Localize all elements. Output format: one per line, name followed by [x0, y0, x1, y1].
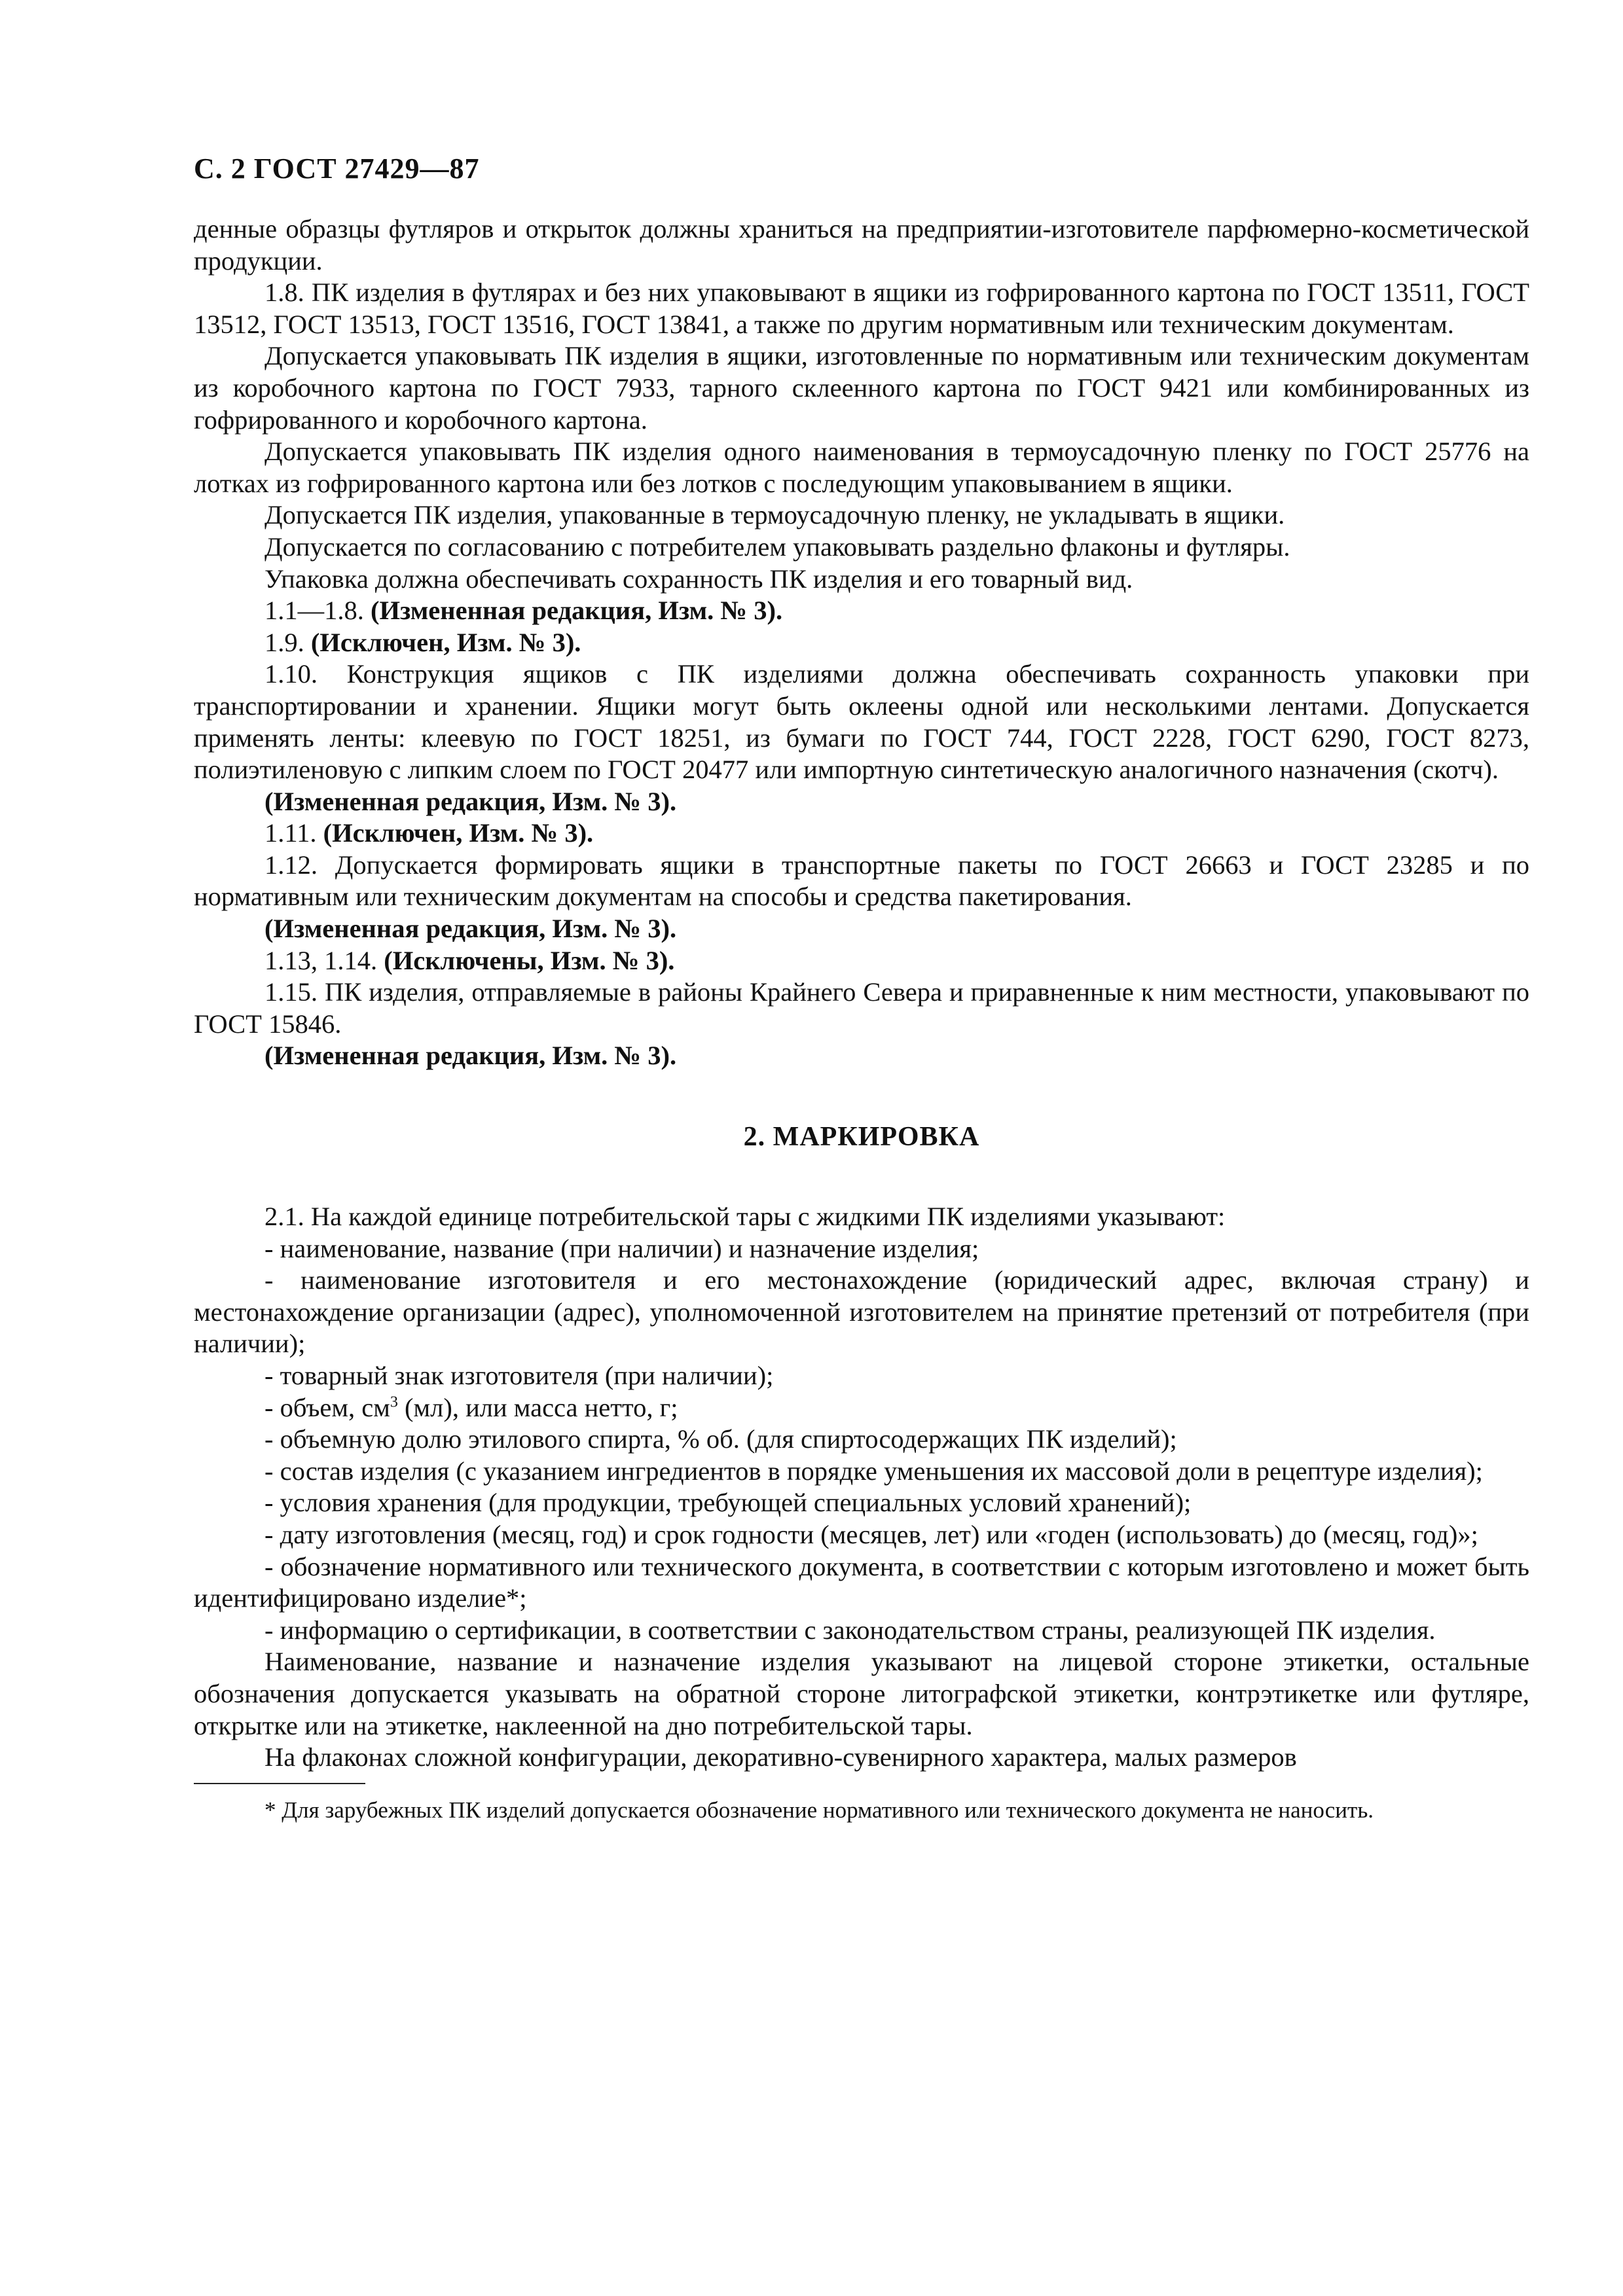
list-item-certification: - информацию о сертификации, в соответствии с законодательством страны, реализующей ПК изделия.	[264, 1615, 1436, 1645]
amendment-note: (Измененная редакция, Изм. № 3).	[371, 596, 783, 626]
list-item-document: - обозначение нормативного или технического документа, в соответствии с которым изготовлено и может быть идентифицировано изделие*;	[194, 1551, 1529, 1613]
document-page	[194, 152, 1529, 1825]
paragraph-2-1: 2.1. На каждой единице потребительской тары с жидкими ПК изделиями указывают:	[264, 1202, 1226, 1232]
list-item-volume	[194, 1392, 1529, 1424]
clause-number: 1.11.	[264, 818, 317, 848]
list-item-storage: - условия хранения (для продукции, требующей специальных условий хранений);	[264, 1488, 1192, 1518]
section-title-marking: 2. МАРКИРОВКА	[743, 1122, 980, 1153]
paragraph-allow-film: Допускается упаковывать ПК изделия одного наименования в термоусадочную пленку по ГОСТ 25776 на лотках из гофрированного картона или без лотков с последующим упаковыванием в ящики.	[194, 437, 1529, 498]
clause-number: 1.13, 1.14.	[264, 945, 378, 975]
footnote-divider	[194, 1783, 365, 1784]
clause-number: 1.1—1.8.	[264, 596, 364, 626]
section-1-body	[194, 213, 1529, 1072]
amendment-note: (Исключен, Изм. № 3).	[310, 627, 581, 657]
paragraph-allow-separate: Допускается по согласованию с потребителем упаковывать раздельно флаконы и футляры.	[264, 531, 1290, 562]
list-item-composition: - состав изделия (с указанием ингредиентов в порядке уменьшения их массовой доли в рецептуре изделия);	[264, 1456, 1483, 1486]
amendment-note: (Измененная редакция, Изм. № 3).	[264, 914, 677, 944]
paragraph-1-12: 1.12. Допускается формировать ящики в транспортные пакеты по ГОСТ 26663 и ГОСТ 23285 и по нормативным или техническим документам на способы и средства пакетирования.	[194, 850, 1529, 912]
list-item-date: - дату изготовления (месяц, год) и срок годности (месяцев, лет) или «годен (использовать) до (месяц, год)»;	[264, 1519, 1478, 1549]
paragraph-label-face: Наименование, название и назначение изделия указывают на лицевой стороне этикетки, остальные обозначения допускается указывать на обратной стороне литографской этикетки, контрэтикетке или футляре, открытке или на этикетке, наклеенной на дно потребительской тары.	[194, 1647, 1529, 1740]
paragraph-1-1-1-8	[194, 595, 1529, 627]
page-header: С. 2 ГОСТ 27429—87	[194, 152, 480, 185]
clause-number: 1.9.	[264, 627, 304, 657]
superscript-3: 3	[390, 1393, 398, 1411]
paragraph-1-10: 1.10. Конструкция ящиков с ПК изделиями должна обеспечивать сохранность упаковки при транспортировании и хранении. Ящики могут быть оклеены одной или несколькими лентами. Допускается применять ленты: клеевую по ГОСТ 18251, из бумаги по ГОСТ 744, ГОСТ 2228, ГОСТ 6290, ГОСТ 8273, полиэтиленовую с липким слоем по ГОСТ 20477 или импортную синтетическую аналогичного назначения (скотч).	[194, 659, 1529, 785]
paragraph-1-13-1-14	[194, 945, 1529, 977]
paragraph-1-11	[194, 817, 1529, 850]
volume-unit-text: (мл), или масса нетто, г;	[397, 1392, 678, 1422]
paragraph-complex-bottles: На флаконах сложной конфигурации, декоративно-сувенирного характера, малых размеров	[264, 1742, 1297, 1772]
list-item-alcohol: - объемную долю этилового спирта, % об. (для спиртосодержащих ПК изделий);	[264, 1424, 1177, 1454]
amendment-note: (Исключены, Изм. № 3).	[384, 945, 675, 975]
amendment-note: (Измененная редакция, Изм. № 3).	[264, 786, 677, 816]
footnote: * Для зарубежных ПК изделий допускается обозначение нормативного или технического документа не наносить.	[264, 1797, 1374, 1823]
paragraph-1-15: 1.15. ПК изделия, отправляемые в районы Крайнего Севера и приравненные к ним местности, упаковывают по ГОСТ 15846.	[194, 977, 1529, 1039]
amendment-note: (Исключен, Изм. № 3).	[323, 818, 594, 848]
list-item-trademark: - товарный знак изготовителя (при наличии);	[264, 1361, 774, 1390]
amendment-note: (Измененная редакция, Изм. № 3).	[264, 1041, 677, 1071]
paragraph-continuation: денные образцы футляров и открыток должны храниться на предприятии-изготовителе парфюмерно-косметической продукции.	[194, 214, 1529, 276]
paragraph-packaging-ensure: Упаковка должна обеспечивать сохранность ПК изделия и его товарный вид.	[264, 564, 1133, 594]
list-item-manufacturer: - наименование изготовителя и его местонахождение (юридический адрес, включая страну) и местонахождение организации (адрес), уполномоченной изготовителем на принятие претензий от потребителя (при наличии);	[194, 1265, 1529, 1359]
paragraph-allow-boxes: Допускается упаковывать ПК изделия в ящики, изготовленные по нормативным или техническим документам из коробочного картона по ГОСТ 7933, тарного склеенного картона по ГОСТ 9421 или комбинированных из гофрированного и коробочного картона.	[194, 341, 1529, 435]
paragraph-allow-no-boxes: Допускается ПК изделия, упакованные в термоусадочную пленку, не укладывать в ящики.	[264, 500, 1285, 530]
volume-text: - объем, см	[264, 1392, 390, 1422]
list-item-name: - наименование, название (при наличии) и назначение изделия;	[264, 1233, 979, 1263]
paragraph-1-9	[194, 627, 1529, 659]
paragraph-1-8: 1.8. ПК изделия в футлярах и без них упаковывают в ящики из гофрированного картона по ГОСТ 13511, ГОСТ 13512, ГОСТ 13513, ГОСТ 13516, ГОСТ 13841, а также по другим нормативным или техническим документам.	[194, 278, 1529, 339]
section-2-body	[194, 1201, 1529, 1774]
